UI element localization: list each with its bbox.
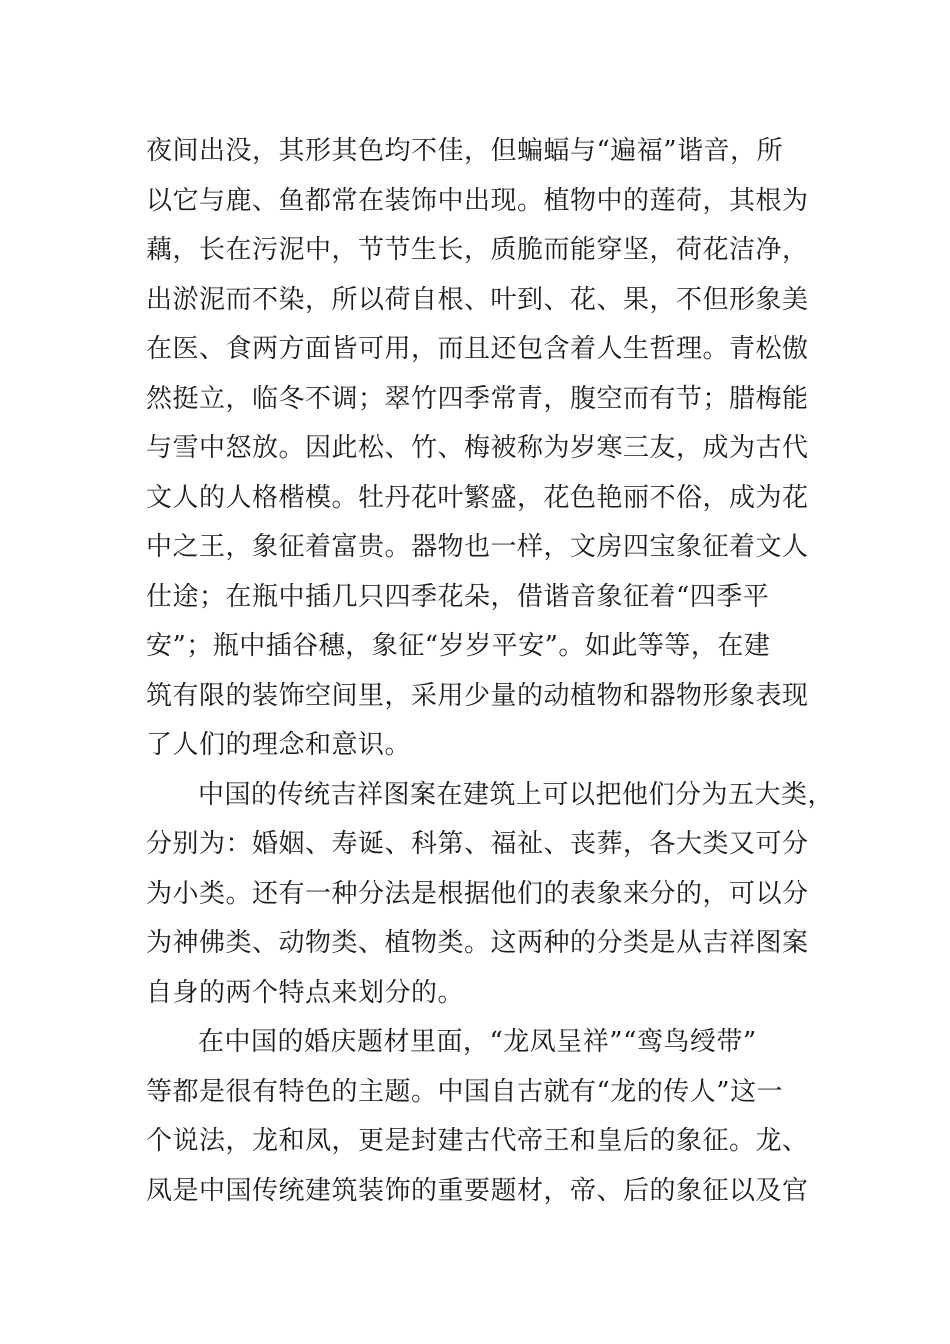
text-line: 为小类。还有一种分法是根据他们的表象来分的，可以分 xyxy=(146,878,809,909)
text-line: 凤是中国传统建筑装饰的重要题材，帝、后的象征以及官 xyxy=(146,1175,809,1206)
text-line: 中国的传统吉祥图案在建筑上可以把他们分为五大类， xyxy=(198,779,835,810)
text-line: 了人们的理念和意识。 xyxy=(146,730,412,760)
text-line: 等都是很有特色的主题。中国自古就有“龙的传人”这一 xyxy=(146,1076,784,1107)
text-line: 为神佛类、动物类、植物类。这两种的分类是从吉祥图案 xyxy=(146,928,809,958)
text-line: 夜间出没，其形其色均不佳，但蝙蝠与“遍福”谐音，所 xyxy=(146,136,784,166)
text-line: 在医、食两方面皆可用，而且还包含着人生哲理。青松傲 xyxy=(146,334,809,364)
text-line: 仕途；在瓶中插几只四季花朵，借谐音象征着“四季平 xyxy=(146,581,770,612)
text-line: 安”；瓶中插谷穗，象征“岁岁平安”。如此等等，在建 xyxy=(146,631,771,661)
text-line: 筑有限的装饰空间里，采用少量的动植物和器物形象表现 xyxy=(146,680,809,711)
text-line: 藕，长在污泥中，节节生长，质脆而能穿坚，荷花洁净， xyxy=(146,235,809,265)
text-line: 中之王，象征着富贵。器物也一样，文房四宝象征着文人 xyxy=(146,532,809,562)
text-line: 个说法，龙和凤，更是封建古代帝王和皇后的象征。龙、 xyxy=(146,1126,809,1156)
text-line: 分别为：婚姻、寿诞、科第、福祉、丧葬，各大类又可分 xyxy=(146,829,809,859)
paragraph-3 xyxy=(146,1018,836,1216)
text-line: 文人的人格楷模。牡丹花叶繁盛，花色艳丽不俗，成为花 xyxy=(146,482,809,513)
text-line: 出淤泥而不染，所以荷自根、叶到、花、果，不但形象美 xyxy=(146,284,809,315)
text-line: 然挺立，临冬不调；翠竹四季常青，腹空而有节；腊梅能 xyxy=(146,383,809,414)
text-line: 自身的两个特点来划分的。 xyxy=(146,977,465,1008)
text-line: 与雪中怒放。因此松、竹、梅被称为岁寒三友，成为古代 xyxy=(146,433,809,463)
text-line: 在中国的婚庆题材里面，“龙凤呈祥”“鸾鸟绶带” xyxy=(198,1027,757,1057)
paragraph-2 xyxy=(146,771,836,1019)
body-text xyxy=(146,127,836,1216)
text-line: 以它与鹿、鱼都常在装饰中出现。植物中的莲荷，其根为 xyxy=(146,185,809,216)
paragraph-1 xyxy=(146,127,836,771)
